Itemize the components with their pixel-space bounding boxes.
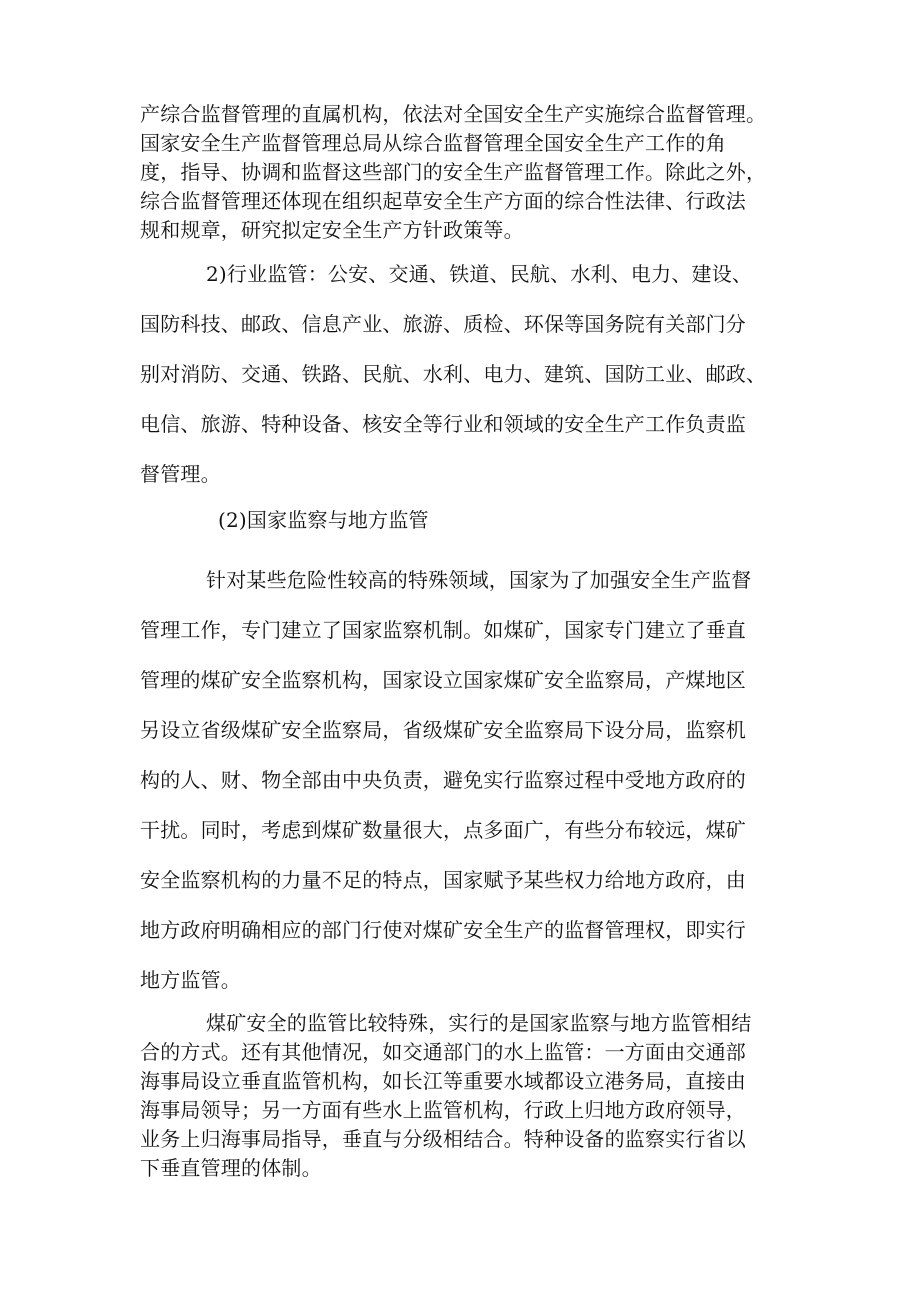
text-line: 管理工作，专门建立了国家监察机制。如煤矿，国家专门建立了垂直 [140,618,746,642]
text-line: 别对消防、交通、铁路、民航、水利、电力、建筑、国防工业、邮政、 [140,362,767,386]
text-line: 国家安全生产监督管理总局从综合监督管理全国安全生产工作的角 [140,131,726,155]
text-line: 煤矿安全的监管比较特殊，实行的是国家监察与地方监管相结 [206,1011,752,1035]
text-line: 业务上归海事局指导，垂直与分级相结合。特种设备的监察实行省以 [140,1127,746,1151]
text-line: 管理的煤矿安全监察机构，国家设立国家煤矿安全监察局，产煤地区 [140,668,746,692]
text-line: 电信、旅游、特种设备、核安全等行业和领域的安全生产工作负责监 [140,412,746,436]
text-line: 合的方式。还有其他情况，如交通部门的水上监管：一方面由交通部 [140,1040,746,1064]
text-line: 度，指导、协调和监督这些部门的安全生产监督管理工作。除此之外， [140,160,767,184]
paragraph-state-inspection [140,555,792,1005]
text-line: 督管理。 [140,462,221,486]
text-line: 海事局领导；另一方面有些水上监管机构，行政上归地方政府领导， [140,1098,746,1122]
text-line: 构的人、财、物全部由中央负责，避免实行监察过程中受地方政府的 [140,768,746,792]
text-line: 海事局设立垂直监管机构，如长江等重要水域都设立港务局，直接由 [140,1069,746,1093]
text-line: 下垂直管理的体制。 [140,1156,322,1180]
text-line: 2)行业监管：公安、交通、铁道、民航、水利、电力、建设、 [206,262,753,286]
heading-text: (2)国家监察与地方监管 [218,508,429,532]
text-line: 干扰。同时，考虑到煤矿数量很大，点多面广，有些分布较远，煤矿 [140,818,746,842]
text-line: 产综合监督管理的直属机构，依法对全国安全生产实施综合监督管理。 [140,102,767,126]
paragraph-coal-mine-supervision [140,1009,792,1183]
section-heading [140,495,792,545]
text-line: 地方监管。 [140,968,241,992]
text-line: 国防科技、邮政、信息产业、旅游、质检、环保等国务院有关部门分 [140,312,746,336]
paragraph-industry-supervision [140,249,792,499]
text-line: 针对某些危险性较高的特殊领域，国家为了加强安全生产监督 [206,568,752,592]
text-line: 另设立省级煤矿安全监察局，省级煤矿安全监察局下设分局，监察机 [140,718,746,742]
text-line: 地方政府明确相应的部门行使对煤矿安全生产的监督管理权，即实行 [140,918,746,942]
text-line: 安全监察机构的力量不足的特点，国家赋予某些权力给地方政府，由 [140,868,746,892]
text-line: 综合监督管理还体现在组织起草安全生产方面的综合性法律、行政法 [140,189,746,213]
text-line: 规和规章，研究拟定安全生产方针政策等。 [140,218,524,242]
paragraph-comprehensive-supervision [140,100,792,245]
